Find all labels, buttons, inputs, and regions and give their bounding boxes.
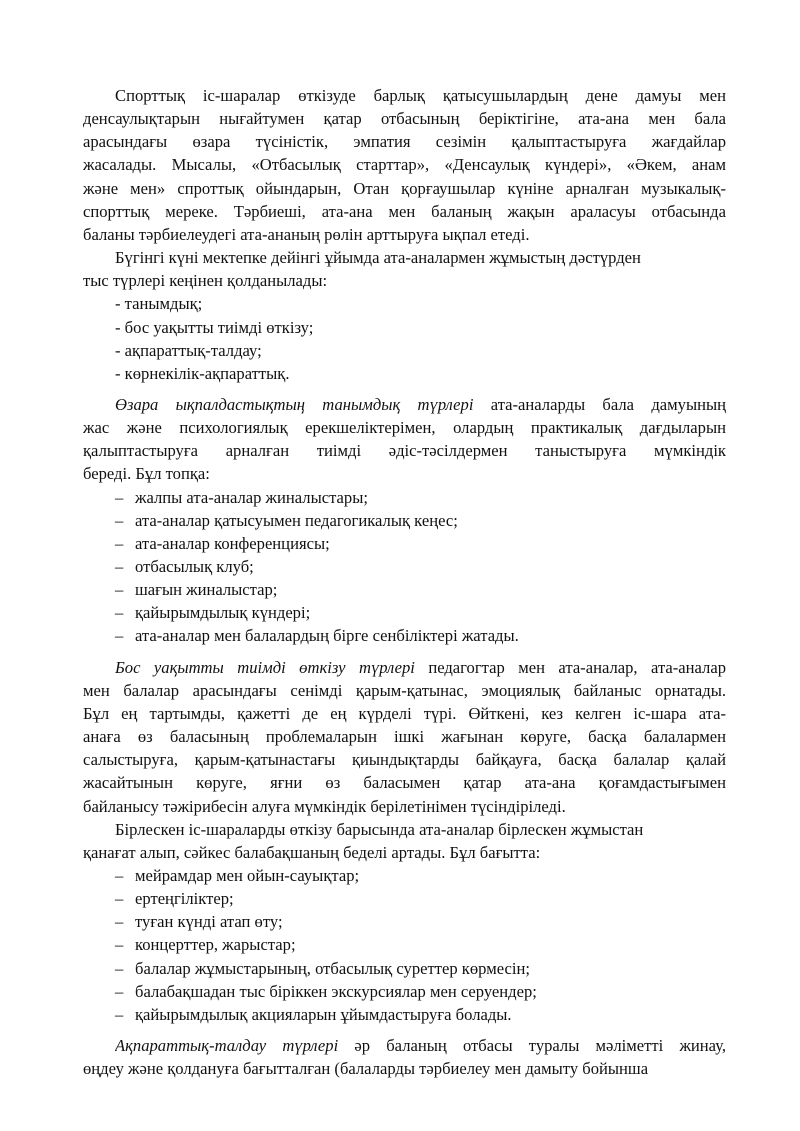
text-span: - көрнекілік-ақпараттық. <box>115 363 290 383</box>
list-item <box>115 864 359 887</box>
paragraph-line <box>83 702 726 725</box>
text-span: отбасылық клуб; <box>135 557 254 576</box>
text-span: - бос уақытты тиімді өткізу; <box>115 317 314 337</box>
paragraph-line <box>83 771 726 794</box>
list-item <box>115 957 530 980</box>
italic-term: Ақпараттық-талдау түрлері <box>115 1036 339 1055</box>
paragraph-line <box>83 725 726 748</box>
paragraph-line <box>83 107 726 130</box>
text-span: денсаулықтарын нығайтумен қатар отбасының беріктігіне, ата-ана мен бала <box>83 109 726 129</box>
dash-marker: – <box>115 889 124 909</box>
text-span: қалыптастыруға арналған тиімді әдіс-тәсілдермен таныстыруға мүмкіндік <box>83 441 726 461</box>
dash-marker: – <box>115 510 124 530</box>
dash-marker: – <box>115 533 124 553</box>
list-item <box>115 1003 512 1026</box>
paragraph-line <box>83 748 726 771</box>
text-span: Бүгінгі күні мектепке дейінгі ұйымда ата-аналармен жұмыстың дәстүрден <box>115 248 641 268</box>
paragraph-line <box>83 269 327 292</box>
list-item <box>115 887 234 910</box>
dash-marker: – <box>115 935 124 955</box>
paragraph-line <box>115 1034 726 1057</box>
list-item <box>115 486 368 509</box>
paragraph-line <box>115 393 726 416</box>
text-span: жасалады. Мысалы, «Отбасылық старттар», «Денсаулық күндері», «Әкем, анам <box>83 155 726 175</box>
paragraph-line <box>83 416 726 439</box>
text-span: және мен» спроттық ойындарын, Отан қорғаушылар күніне арналған музыкалық- <box>83 178 726 198</box>
text-span: арасындағы өзара түсіністік, эмпатия сезімін қалыптастыруға жағдайлар <box>83 132 726 152</box>
dash-marker: – <box>115 958 124 978</box>
paragraph-line <box>115 656 726 679</box>
list-item <box>115 555 254 578</box>
dash-marker: – <box>115 626 124 646</box>
text-span: жасайтынын көруге, яғни өз баласымен қатар ата-ана қоғамдастығымен <box>83 773 726 793</box>
text-span: өңдеу және қолдануға бағытталған (балаларды тәрбиелеу мен дамыту бойынша <box>83 1059 649 1079</box>
text-span: ата-аналарды бала дамуының <box>473 394 726 414</box>
text-span: ертеңгіліктер; <box>135 889 234 909</box>
paragraph-line <box>115 84 726 107</box>
paragraph-line <box>83 679 726 702</box>
text-span: жалпы ата-аналар жиналыстары; <box>135 487 368 507</box>
text-span: - танымдық; <box>115 294 203 314</box>
text-span: әр баланың отбасы туралы мәліметті жинау, <box>338 1036 726 1055</box>
text-span: қанағат алып, сәйкес балабақшаның беделі артады. Бұл бағытта: <box>83 842 541 862</box>
list-item <box>115 509 458 532</box>
dash-marker: – <box>115 865 124 885</box>
text-span: туған күнді атап өту; <box>135 912 283 932</box>
text-span: мен балалар арасындағы сенімді қарым-қатынас, эмоциялық байланыс орнатады. <box>83 680 726 700</box>
text-span: мейрамдар мен ойын-сауықтар; <box>135 865 360 885</box>
paragraph-line <box>83 795 566 818</box>
text-span: Бұл ең тартымды, қажетті де ең күрделі түрі. Өйткені, кез келген іс-шара ата- <box>83 703 726 723</box>
paragraph-line <box>83 153 726 176</box>
dash-marker: – <box>115 981 124 1001</box>
dash-marker: – <box>115 557 124 576</box>
list-item <box>115 601 310 624</box>
text-span: ата-аналар конференциясы; <box>135 533 330 553</box>
paragraph-line <box>83 439 726 462</box>
dash-marker: – <box>115 580 124 600</box>
text-span: ата-аналар қатысуымен педагогикалық кеңес; <box>135 510 458 530</box>
list-item <box>115 532 330 555</box>
text-span: қайырымдылық акцияларын ұйымдастыруға болады. <box>135 1004 512 1024</box>
text-span: қайырымдылық күндері; <box>135 603 311 623</box>
paragraph-line <box>83 130 726 153</box>
paragraph-line <box>83 177 726 200</box>
paragraph-line <box>115 246 641 269</box>
paragraph-line <box>83 200 726 223</box>
list-item <box>115 292 202 315</box>
text-span: тыс түрлері кеңінен қолданылады: <box>83 271 328 291</box>
text-span: балабақшадан тыс біріккен экскурсиялар мен серуендер; <box>135 981 537 1001</box>
text-span: - ақпараттық-талдау; <box>115 340 262 360</box>
list-item <box>115 624 519 647</box>
list-item <box>115 362 290 385</box>
text-span: концерттер, жарыстар; <box>135 935 296 955</box>
dash-marker: – <box>115 603 124 623</box>
text-span: анаға өз баласының проблемаларын ішкі жағынан көруге, басқа балалармен <box>83 727 726 747</box>
text-span: береді. Бұл топқа: <box>83 464 210 484</box>
italic-term: Бос уақытты тиімді өткізу түрлері <box>115 657 415 677</box>
text-span: Спорттық іс-шаралар өткізуде барлық қатысушылардың дене дамуы мен <box>115 86 726 105</box>
paragraph-line <box>83 462 210 485</box>
text-span: балалар жұмыстарының, отбасылық суреттер көрмесін; <box>135 958 530 978</box>
text-span: шағын жиналыстар; <box>135 580 278 600</box>
paragraph-line <box>115 818 643 841</box>
text-span: жас және психологиялық ерекшеліктерімен, олардың практикалық дағдыларын <box>83 418 726 438</box>
text-span: байланысу тәжірибесін алуға мүмкіндік берілетінімен түсіндіріледі. <box>83 796 566 816</box>
italic-term: Өзара ықпалдастықтың танымдық түрлері <box>115 394 474 414</box>
list-item <box>115 910 283 933</box>
dash-marker: – <box>115 1004 124 1024</box>
text-span: педагогтар мен ата-аналар, ата-аналар <box>414 657 726 677</box>
text-span: ата-аналар мен балалардың бірге сенбіліктері жатады. <box>135 626 519 646</box>
paragraph-line <box>83 1057 648 1080</box>
list-item <box>115 980 537 1003</box>
text-span: баланы тәрбиелеудегі ата-ананың рөлін арттыруға ықпал етеді. <box>83 224 530 244</box>
text-span: салыстыруға, қарым-қатынастағы қиындықтарды байқауға, басқа балалар қалай <box>83 750 726 770</box>
paragraph-line <box>83 841 540 864</box>
list-item <box>115 316 313 339</box>
paragraph-line <box>83 223 529 246</box>
list-item <box>115 933 296 956</box>
text-span: спорттық мереке. Тәрбиеші, ата-ана мен баланың жақын араласуы отбасында <box>83 201 726 221</box>
list-item <box>115 578 277 601</box>
text-span: Бірлескен іс-шараларды өткізу барысында ата-аналар бірлескен жұмыстан <box>115 819 644 839</box>
list-item <box>115 339 262 362</box>
dash-marker: – <box>115 912 124 932</box>
dash-marker: – <box>115 487 124 507</box>
